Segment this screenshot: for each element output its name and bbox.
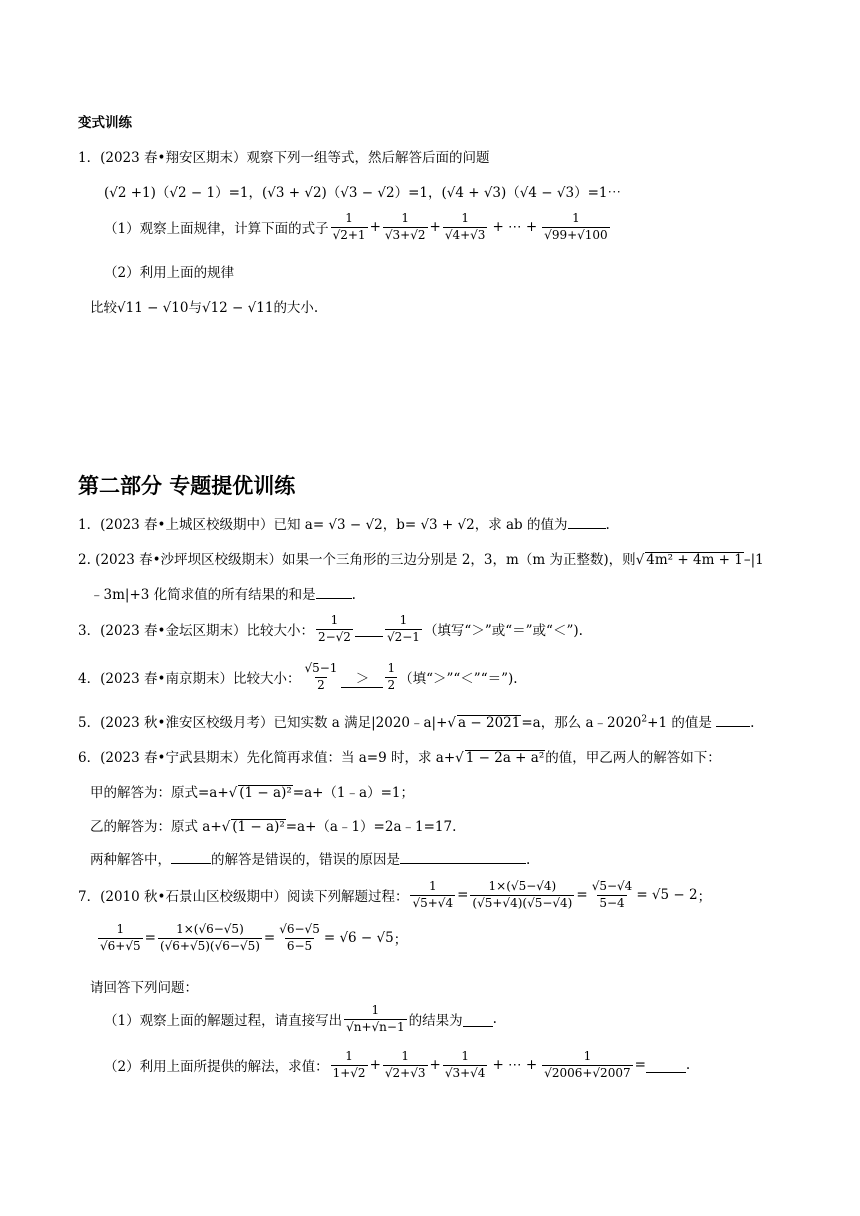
part2-q7-ask: 请回答下列问题：	[90, 980, 198, 996]
compare-answer: ＞	[341, 667, 383, 688]
q4-frac-2: $\frac{1}{2}$	[387, 661, 396, 692]
plus: +	[369, 219, 381, 236]
part2-q3: 3．(2023 春•金坛区期末）比较大小： $\frac{1}{2-√2}$ $\frac{1}{√2-1}$ （填写“＞”或“＝”或“＜”).	[78, 613, 583, 644]
q3-frac-1: $\frac{1}{2-√2}$	[317, 613, 351, 644]
answer-blank[interactable]	[463, 1012, 493, 1027]
frac-1: $\frac{1}{√2+1}$	[332, 211, 366, 242]
part2-q4: 4．(2023 春•南京期末）比较大小： $\frac{√5-1}{2}$ ＞ $\frac{1}{2}$ （填“＞”“＜”“＝”).	[78, 661, 518, 692]
plus: +	[429, 219, 441, 236]
variant-q1-head: 1．(2023 春•翔安区期末）观察下列一组等式，然后解答后面的问题	[78, 150, 490, 166]
variant-q1-compare: 比较√11 − √10与√12 − √11的大小.	[90, 300, 319, 316]
frac-3: $\frac{1}{√4+√3}$	[444, 211, 486, 242]
part2-q2-cont: ﹣3m|+3 化简求值的所有结果的和是 .	[90, 583, 356, 603]
r2-frac-1: $\frac{1}{√6+√5}$	[100, 922, 141, 953]
answer-blank[interactable]	[171, 850, 211, 865]
variant-q1-sub1	[104, 212, 612, 243]
part2-q6-yi: 乙的解答为：原式 a+√ (1 − a)²=a+（a﹣1）=2a﹣1=17.	[90, 819, 457, 835]
part2-q7-s2: （2）利用上面所提供的解法，求值： $\frac{1}{1+√2}$ + $\frac{1}{√2+√3}$ + $\frac{1}{√3+√4}$ + ⋯ + $\frac{1}{√2006+√2007}$ = .	[104, 1049, 691, 1080]
variant-q1-sub2: （2）利用上面的规律	[104, 265, 235, 281]
part2-q2: 2. (2023 春•沙坪坝区校级期末）如果一个三角形的三边分别是 2，3，m（m 为正整数)，则√ 4m² + 4m + 1–|1	[78, 552, 764, 568]
part2-q6-jia: 甲的解答为：原式=a+√ (1 − a)²=a+（1﹣a）=1；	[90, 785, 414, 801]
answer-blank[interactable]	[716, 713, 750, 728]
s2-frac-1: $\frac{1}{1+√2}$	[332, 1049, 366, 1080]
q4-frac-1: $\frac{√5-1}{2}$	[304, 661, 338, 692]
r1-frac-3: $\frac{√5-√4}{5-4}$	[591, 879, 633, 910]
r2-frac-3: $\frac{√6-√5}{6-5}$	[279, 922, 320, 953]
s1-frac: $\frac{1}{√n+√n-1}$	[346, 1003, 405, 1034]
frac-4: $\frac{1}{√99+√100}$	[544, 211, 608, 242]
r1-frac-1: $\frac{1}{√5+√4}$	[412, 879, 454, 910]
dots: + ⋯ +	[492, 219, 538, 236]
q3-frac-2: $\frac{1}{√2-1}$	[386, 613, 420, 644]
answer-blank[interactable]	[646, 1058, 686, 1073]
compare-blank[interactable]	[355, 622, 383, 637]
r1-frac-2: $\frac{1\times(√5-√4)}{(√5+√4)(√5-√4)}$	[472, 879, 573, 910]
part2-q6: 6．(2023 春•宁武县期末）先化简再求值：当 a=9 时，求 a+√ 1 − 2a + a²的值，甲乙两人的解答如下：	[78, 750, 721, 766]
frac-2: $\frac{1}{√3+√2}$	[384, 211, 426, 242]
s2-frac-4: $\frac{1}{√2006+√2007}$	[544, 1049, 631, 1080]
s2-frac-3: $\frac{1}{√3+√4}$	[444, 1049, 486, 1080]
part2-heading: 第二部分 专题提优训练	[78, 474, 296, 498]
sub1-text: （1）观察上面规律，计算下面的式子	[104, 221, 329, 238]
part2-q6-l4: 两种解答中， 的解答是错误的，错误的原因是 .	[90, 848, 530, 868]
r2-frac-2: $\frac{1\times(√6-√5)}{(√6+√5)(√6-√5)}$	[159, 922, 260, 953]
answer-blank[interactable]	[400, 850, 526, 865]
part2-q7-s1: （1）观察上面的解题过程，请直接写出 $\frac{1}{√n+√n-1}$ 的结果为 .	[104, 1003, 497, 1034]
variant-q1-equalities: (√2 +1)（√2 − 1）=1，(√3 + √2)（√3 − √2）=1，(√4 + √3)（√4 − √3）=1⋯	[104, 185, 621, 201]
variant-heading: 变式训练	[78, 115, 132, 131]
part2-q7: 7．(2010 秋•石景山区校级期中）阅读下列解题过程： $\frac{1}{√5+√4}$ = $\frac{1\times(√5-√4)}{(√5+√4)(√5-√4)}$ = $\frac{√5-√4}{5-4}$ = √5 − 2 ；	[78, 879, 712, 910]
part2-q1: 1．(2023 春•上城区校级期中）已知 a= √3 − √2，b= √3 + √2，求 ab 的值为 .	[78, 513, 610, 533]
part2-q5: 5．(2023 秋•淮安区校级月考）已知实数 a 满足|2020﹣a|+√ a − 2021=a，那么 $a﹣2020^2+1$ 的值是 .	[78, 714, 755, 731]
part2-q7-row2: $\frac{1}{√6+√5}$ = $\frac{1\times(√6-√5)}{(√6+√5)(√6-√5)}$ = $\frac{√6-√5}{6-5}$ = √6 − √5 ；	[100, 922, 408, 953]
s2-frac-2: $\frac{1}{√2+√3}$	[384, 1049, 426, 1080]
answer-blank[interactable]	[316, 585, 352, 600]
radicand: 4m² + 4m + 1	[646, 552, 743, 568]
answer-blank[interactable]	[568, 515, 606, 530]
